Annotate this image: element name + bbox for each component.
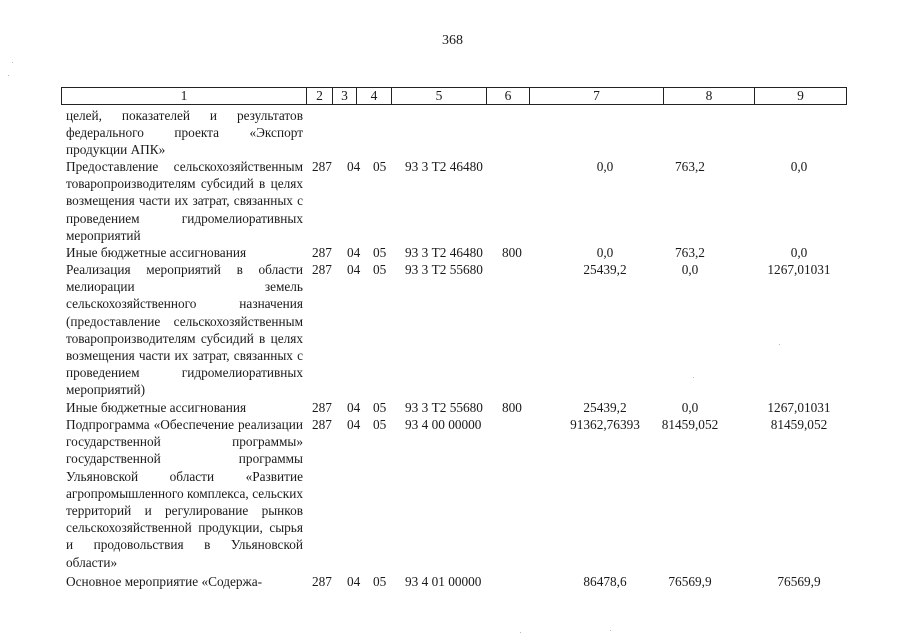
row-sum-2: 763,2 [675, 159, 705, 174]
row-sum-1: 25439,2 [583, 400, 627, 415]
row-rz: 04 [347, 574, 361, 589]
row-sum-1: 91362,76393 [570, 417, 640, 432]
row-sum-1: 0,0 [596, 159, 614, 174]
page-number: 368 [442, 33, 463, 48]
header-col-1: 1 [180, 88, 188, 103]
header-col-3: 3 [332, 88, 356, 104]
row-description: Иные бюджетные ассигнования [66, 400, 247, 415]
row-sum-2: 763,2 [675, 245, 705, 260]
table-header [61, 87, 847, 105]
row-gr: 287 [312, 245, 332, 260]
scan-speck [610, 630, 611, 631]
header-col-7: 7 [529, 88, 663, 104]
row-sum-1: 0,0 [596, 245, 614, 260]
scan-speck [693, 377, 694, 378]
scan-speck [8, 75, 9, 76]
row-gr: 287 [312, 417, 332, 432]
row-gr: 287 [312, 400, 332, 415]
row-sum-2: 81459,052 [661, 417, 719, 432]
row-pr: 05 [373, 245, 387, 260]
row-sum-3: 1267,01031 [767, 262, 831, 277]
row-description: целей, показателей и результатов федерального проекта «Экспорт продукции АПК» [66, 108, 303, 158]
row-rz: 04 [347, 262, 361, 277]
header-col-6: 6 [486, 88, 529, 104]
row-sum-2: 0,0 [681, 400, 699, 415]
row-rz: 04 [347, 245, 361, 260]
row-pr: 05 [373, 262, 387, 277]
row-sum-1: 25439,2 [583, 262, 627, 277]
row-rz: 04 [347, 159, 361, 174]
scan-speck [779, 344, 780, 345]
row-csr: 93 3 Т2 55680 [405, 262, 483, 277]
row-vr: 800 [502, 245, 522, 260]
row-sum-3: 1267,01031 [767, 400, 831, 415]
row-csr: 93 4 01 00000 [405, 574, 482, 589]
row-pr: 05 [373, 400, 387, 415]
row-description: Основное мероприятие «Содержа- [66, 574, 263, 589]
row-pr: 05 [373, 417, 387, 432]
row-pr: 05 [373, 574, 387, 589]
row-sum-2: 0,0 [681, 262, 699, 277]
header-col-5: 5 [391, 88, 486, 104]
row-vr: 800 [502, 400, 522, 415]
row-sum-3: 0,0 [790, 159, 808, 174]
row-csr: 93 3 Т2 46480 [405, 159, 483, 174]
header-col-4: 4 [356, 88, 391, 104]
row-description: Иные бюджетные ассигнования [66, 245, 247, 260]
row-description: Реализация мероприятий в области мелиорации земель сельскохозяйственного назначения (предоставление сельскохозяйственным товаропроизводителям субсидий в целях возмещения части их затрат, связанных с проведением гидромелиоративных мероприятий) [66, 262, 303, 398]
row-csr: 93 3 Т2 46480 [405, 245, 483, 260]
row-description: Предоставление сельскохозяйственным товаропроизводителям субсидий в целях возмещения части их затрат, связанных с проведением гидромелиоративных мероприятий [66, 159, 303, 243]
header-col-2: 2 [306, 88, 332, 104]
row-csr: 93 3 Т2 55680 [405, 400, 483, 415]
scan-speck [12, 62, 13, 63]
row-csr: 93 4 00 00000 [405, 417, 482, 432]
row-description: Подпрограмма «Обеспечение реализации государственной программы» государственной программы Ульяновской области «Развитие агропромышленного комплекса, сельских территорий и регулирование рынков сельскохозяйственной продукции, сырья и продовольствия в Ульяновской области» [66, 417, 303, 570]
row-sum-3: 81459,052 [770, 417, 828, 432]
row-rz: 04 [347, 417, 361, 432]
row-pr: 05 [373, 159, 387, 174]
row-sum-3: 0,0 [790, 245, 808, 260]
row-sum-2: 76569,9 [668, 574, 712, 589]
row-gr: 287 [312, 262, 332, 277]
row-gr: 287 [312, 159, 332, 174]
header-col-8: 8 [663, 88, 754, 104]
row-rz: 04 [347, 400, 361, 415]
row-sum-1: 86478,6 [583, 574, 627, 589]
header-col-9: 9 [754, 88, 846, 104]
row-gr: 287 [312, 574, 332, 589]
scan-speck [520, 632, 521, 633]
row-sum-3: 76569,9 [777, 574, 821, 589]
